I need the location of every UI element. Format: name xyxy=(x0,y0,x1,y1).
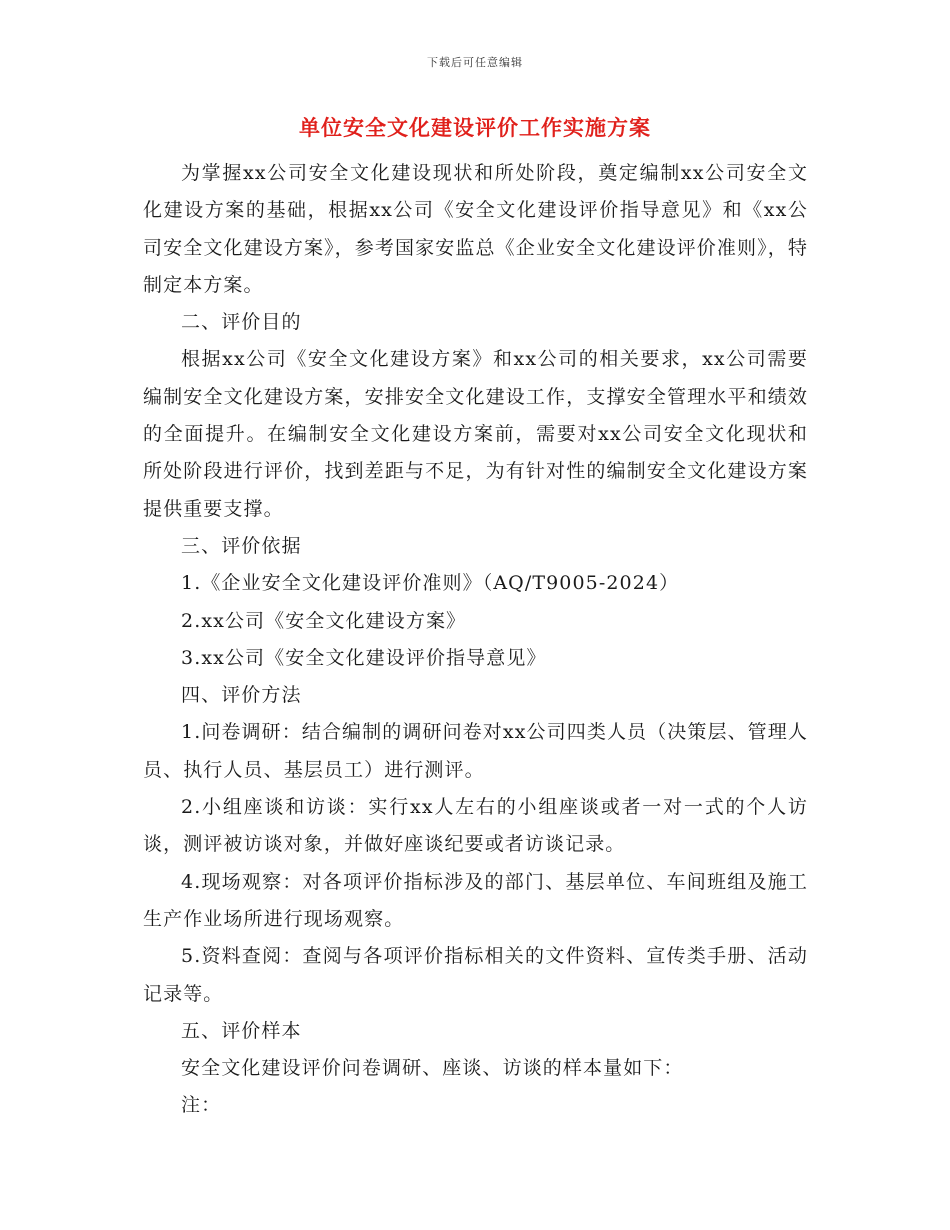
section-heading-method: 四、评价方法 xyxy=(181,684,302,707)
method-item: 1.问卷调研：结合编制的调研问卷对xx公司四类人员（决策层、管理人员、执行人员、基层员工）进行测评。 xyxy=(143,721,808,781)
intro-paragraph: 为掌握xx公司安全文化建设现状和所处阶段，奠定编制xx公司安全文化建设方案的基础，根据xx公司《安全文化建设评价指导意见》和《xx公司安全文化建设方案》，参考国家安监总《企业安全文化建设评价准则》，特制定本方案。 xyxy=(143,162,808,296)
basis-item: 3.xx公司《安全文化建设评价指导意见》 xyxy=(181,646,547,669)
section-heading-sample: 五、评价样本 xyxy=(181,1019,302,1042)
method-item: 5.资料查阅：查阅与各项评价指标相关的文件资料、宣传类手册、活动记录等。 xyxy=(143,945,808,1005)
method-item: 4.现场观察：对各项评价指标涉及的部门、基层单位、车间班组及施工生产作业场所进行现场观察。 xyxy=(143,870,808,930)
section-heading-basis: 三、评价依据 xyxy=(181,534,302,557)
sample-paragraph: 安全文化建设评价问卷调研、座谈、访谈的样本量如下： xyxy=(181,1057,684,1080)
basis-item: 1.《企业安全文化建设评价准则》（AQ/T9005-2024） xyxy=(181,572,680,595)
section-heading-purpose: 二、评价目的 xyxy=(181,311,302,334)
document-title: 单位安全文化建设评价工作实施方案 xyxy=(299,116,651,140)
basis-item: 2.xx公司《安全文化建设方案》 xyxy=(181,609,467,632)
purpose-paragraph: 根据xx公司《安全文化建设方案》和xx公司的相关要求，xx公司需要编制安全文化建设方案，安排安全文化建设工作，支撑安全管理水平和绩效的全面提升。在编制安全文化建设方案前，需要对xx公司安全文化现状和所处阶段进行评价，找到差距与不足，为有针对性的编制安全文化建设方案提供重要支撑。 xyxy=(143,348,808,520)
document-body xyxy=(143,155,808,1125)
method-item: 2.小组座谈和访谈：实行xx人左右的小组座谈或者一对一式的个人访谈，测评被访谈对象，并做好座谈纪要或者访谈记录。 xyxy=(143,796,808,856)
header-note: 下载后可任意编辑 xyxy=(427,56,523,69)
note-label: 注： xyxy=(181,1094,222,1117)
